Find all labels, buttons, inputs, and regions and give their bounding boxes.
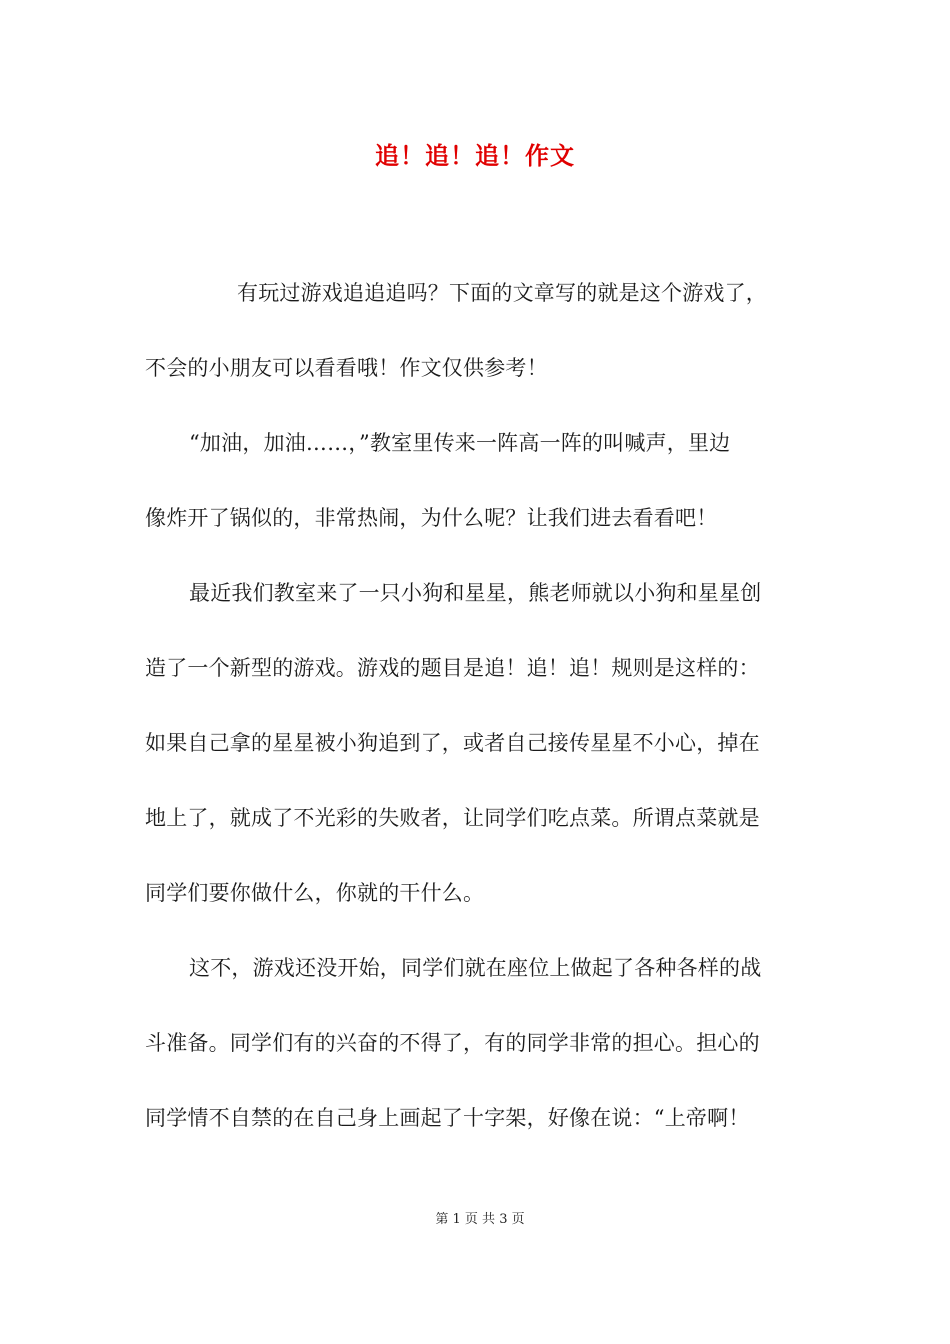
paragraph-line: 不会的小朋友可以看看哦！作文仅供参考！	[145, 356, 548, 380]
page-number: 第 1 页 共 3 页	[435, 1212, 525, 1227]
paragraph-line: 这不，游戏还没开始，同学们就在座位上做起了各种各样的战	[189, 956, 762, 980]
paragraph-line: 同学们要你做什么，你就的干什么。	[145, 881, 485, 905]
paragraph-line: 造了一个新型的游戏。游戏的题目是追！追！追！规则是这样的：	[145, 656, 760, 680]
paragraph-line: 有玩过游戏追追追吗？下面的文章写的就是这个游戏了，	[237, 281, 767, 305]
document-title: 追！追！追！作文	[375, 141, 575, 170]
paragraph-line: 最近我们教室来了一只小狗和星星，熊老师就以小狗和星星创	[189, 581, 762, 605]
paragraph-line: 如果自己拿的星星被小狗追到了，或者自己接传星星不小心，掉在	[145, 731, 760, 755]
paragraph-line: 地上了，就成了不光彩的失败者，让同学们吃点菜。所谓点菜就是	[145, 806, 760, 830]
paragraph-line: “加油，加油……，”教室里传来一阵高一阵的叫喊声，里边	[189, 431, 731, 455]
paragraph-line: 斗准备。同学们有的兴奋的不得了，有的同学非常的担心。担心的	[145, 1031, 760, 1055]
paragraph-line: 同学情不自禁的在自己身上画起了十字架，好像在说：“上帝啊！	[145, 1106, 750, 1130]
paragraph-line: 像炸开了锅似的，非常热闹，为什么呢？让我们进去看看吧！	[145, 506, 718, 530]
